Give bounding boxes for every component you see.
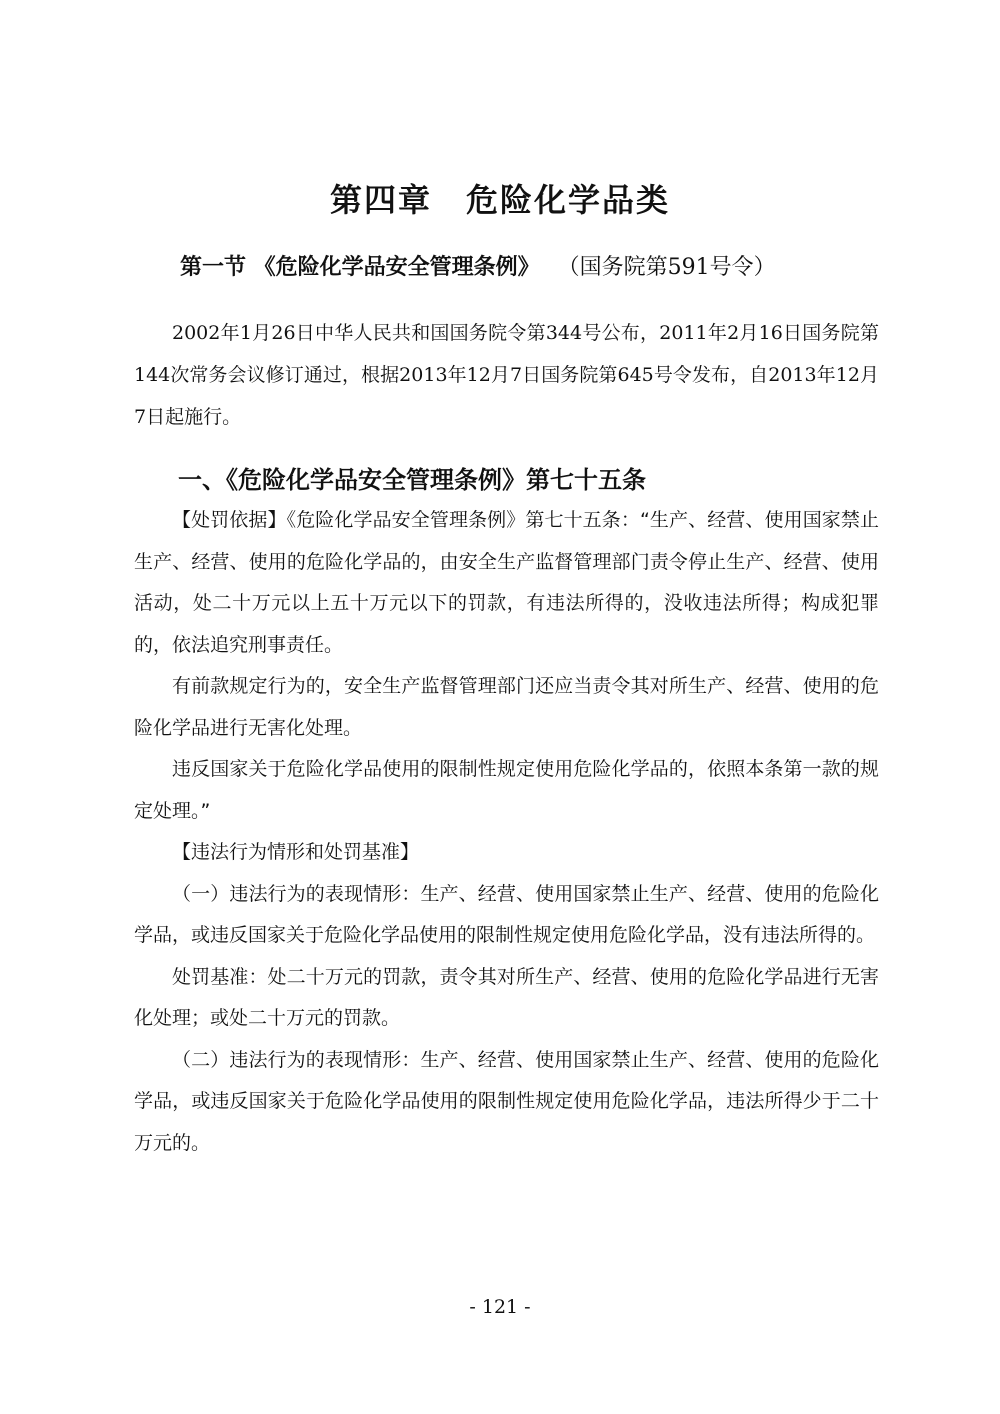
body-paragraph: 有前款规定行为的，安全生产监督管理部门还应当责令其对所生产、经营、使用的危险化学品进行无害化处理。 [134, 675, 879, 739]
intro-paragraph: 2002年1月26日中华人民共和国国务院令第344号公布，2011年2月16日国务院第144次常务会议修订通过，根据2013年12月7日国务院第645号令发布，自2013年12月7日起施行。 [134, 322, 879, 428]
subheading-paragraph: 【违法行为情形和处罚基准】 [172, 841, 420, 863]
case-two-paragraph: （二）违法行为的表现情形：生产、经营、使用国家禁止生产、经营、使用的危险化学品，或违反国家关于危险化学品使用的限制性规定使用危险化学品，违法所得少于二十万元的。 [134, 1048, 879, 1154]
section-title [180, 250, 776, 281]
section-note: （国务院第591号令） [557, 255, 776, 280]
chapter-number: 第四章 [329, 181, 432, 219]
article-heading: 一、《危险化学品安全管理条例》第七十五条 [178, 465, 646, 494]
case-one-paragraph: （一）违法行为的表现情形：生产、经营、使用国家禁止生产、经营、使用的危险化学品，或违反国家关于危险化学品使用的限制性规定使用危险化学品，没有违法所得的。 [134, 882, 879, 946]
page-number: - 121 - [469, 1296, 531, 1318]
penalty-basis-paragraph: 【处罚依据】《危险化学品安全管理条例》第七十五条：“生产、经营、使用国家禁止生产、经营、使用的危险化学品的，由安全生产监督管理部门责令停止生产、经营、使用活动，处二十万元以上五十万元以下的罚款，有违法所得的，没收违法所得；构成犯罪的，依法追究刑事责任。 [134, 509, 879, 656]
body-paragraph: 违反国家关于危险化学品使用的限制性规定使用危险化学品的，依照本条第一款的规定处理。” [134, 758, 879, 822]
chapter-title [0, 175, 1000, 221]
section-heading: 第一节 《危险化学品安全管理条例》 [180, 255, 540, 280]
article-body [134, 500, 879, 1164]
penalty-standard-paragraph: 处罚基准：处二十万元的罚款，责令其对所生产、经营、使用的危险化学品进行无害化处理；或处二十万元的罚款。 [134, 965, 879, 1029]
chapter-name: 危险化学品类 [466, 181, 671, 219]
